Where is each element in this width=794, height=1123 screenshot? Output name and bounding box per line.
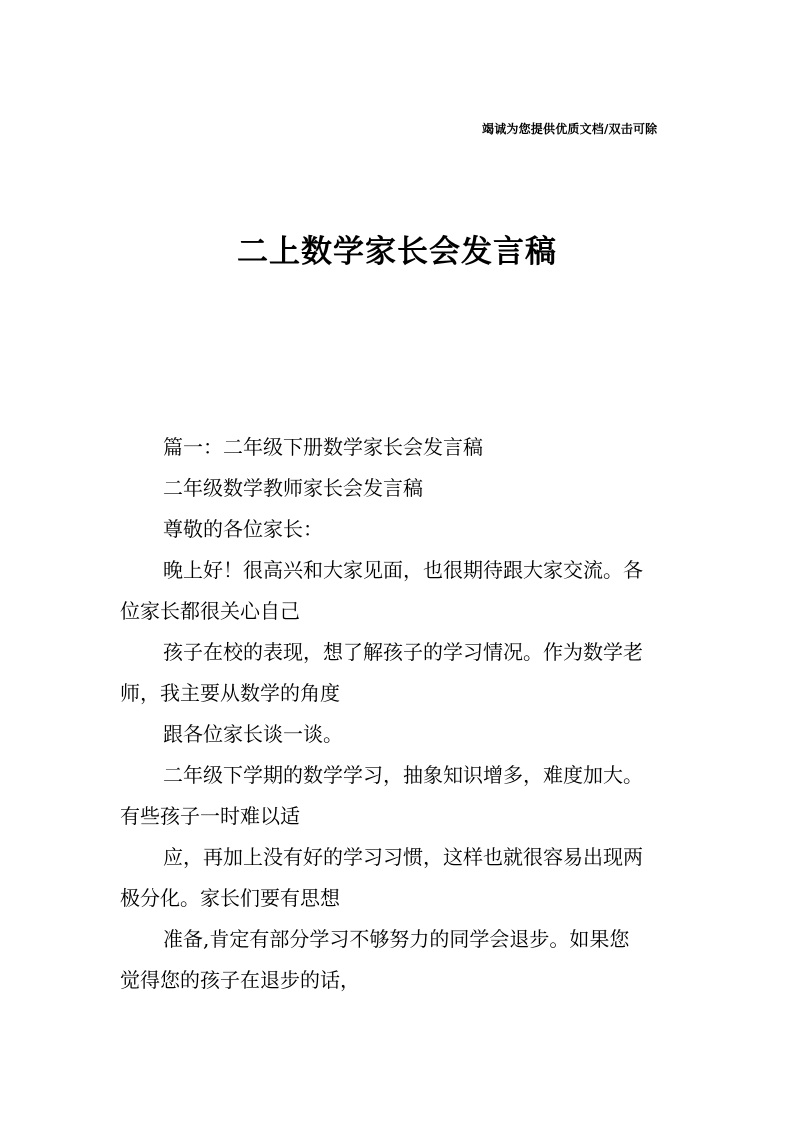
document-body xyxy=(120,427,680,1001)
paragraph-line: 极分化。家长们要有思想 xyxy=(120,886,340,910)
paragraph-line: 晚上好！很高兴和大家见面，也很期待跟大家交流。各 xyxy=(163,558,643,582)
paragraph-line: 师，我主要从数学的角度 xyxy=(120,681,340,705)
paragraph-line: 跟各位家长谈一谈。 xyxy=(163,722,343,746)
paragraph-line: 位家长都很关心自己 xyxy=(120,599,300,623)
paragraph-line: 孩子在校的表现，想了解孩子的学习情况。作为数学老 xyxy=(163,640,643,664)
paragraph-line: 篇一：二年级下册数学家长会发言稿 xyxy=(163,435,483,459)
paragraph-line: 准备,肯定有部分学习不够努力的同学会退步。如果您 xyxy=(163,927,630,951)
paragraph-line: 应，再加上没有好的学习习惯，这样也就很容易出现两 xyxy=(163,845,643,869)
paragraph-line: 尊敬的各位家长： xyxy=(163,517,323,541)
document-title: 二上数学家长会发言稿 xyxy=(237,234,557,270)
paragraph-line: 二年级下学期的数学学习，抽象知识增多，难度加大。 xyxy=(163,763,643,787)
header-note: 竭诚为您提供优质文档/双击可除 xyxy=(482,122,658,136)
paragraph-line: 觉得您的孩子在退步的话， xyxy=(120,968,360,992)
paragraph-line: 有些孩子一时难以适 xyxy=(120,804,300,828)
paragraph-line: 二年级数学教师家长会发言稿 xyxy=(163,476,423,500)
